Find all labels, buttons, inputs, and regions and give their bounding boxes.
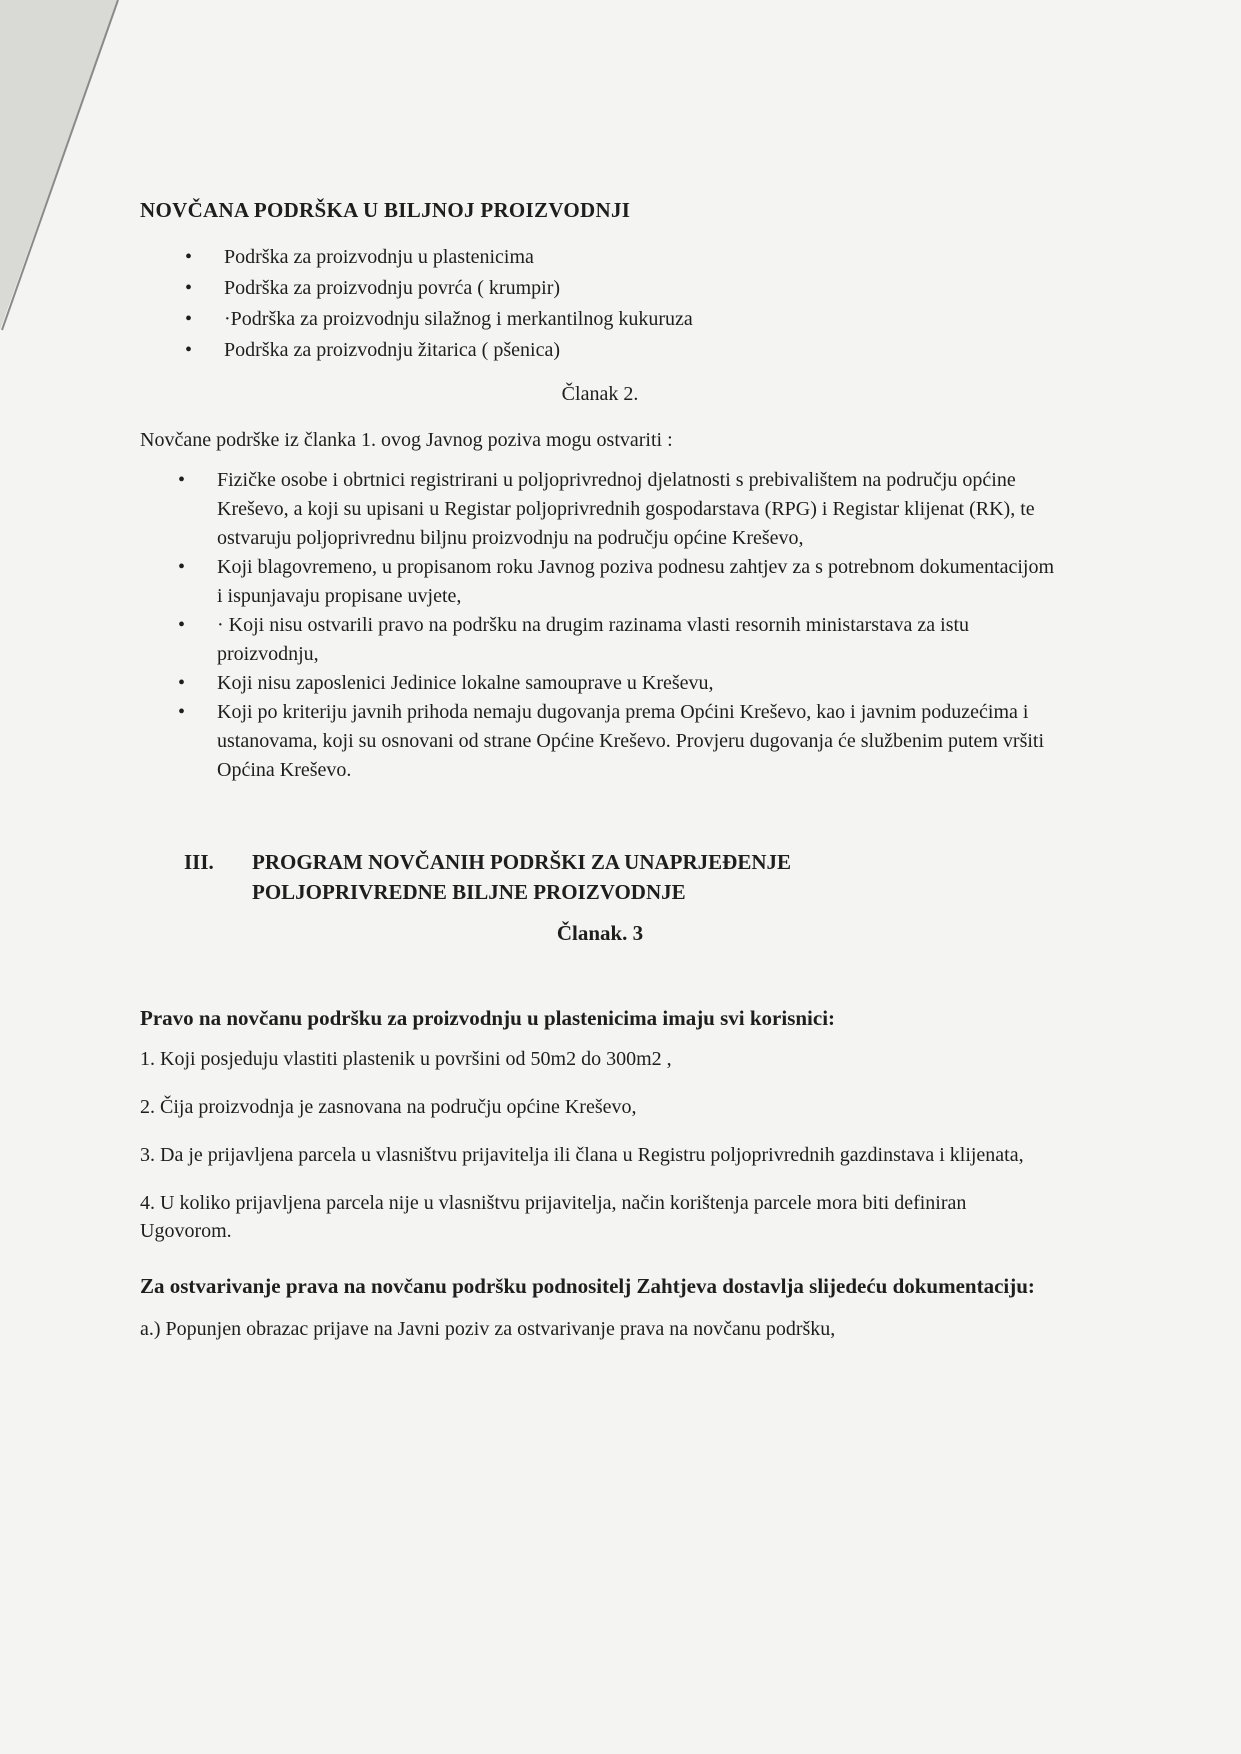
bullet-icon: • [178, 701, 186, 723]
documentation-heading: Za ostvarivanje prava na novčanu podršku podnositelj Zahtjeva dostavlja slijedeću dokumentaciju: [140, 1274, 1035, 1298]
document-body [140, 196, 1060, 1363]
folded-corner-shadow [0, 0, 130, 340]
numbered-item: 2. Čija proizvodnja je zasnovana na području općine Kreševo, [140, 1096, 637, 1118]
bullet-icon: • [178, 672, 186, 694]
section-number: III. [184, 850, 214, 874]
list-item-text: Podrška za proizvodnju u plastenicima [224, 246, 534, 268]
list-item [140, 611, 1060, 669]
list-item-text: Podrška za proizvodnju žitarica ( pšenica) [224, 339, 560, 361]
bullet-icon: • [185, 308, 193, 330]
article-3-title: Članak. 3 [556, 921, 644, 945]
list-item [140, 466, 1060, 553]
article-2-intro: Novčane podrške iz članka 1. ovog Javnog poziva mogu ostvariti : [140, 429, 673, 451]
bullet-icon: • [185, 339, 193, 361]
list-item-text: Koji nisu zaposlenici Jedinice lokalne samouprave u Kreševu, [217, 672, 714, 694]
list-item [140, 273, 1060, 304]
section-title-line-1: PROGRAM NOVČANIH PODRŠKI ZA UNAPRJEĐENJE [252, 850, 792, 874]
numbered-item: 1. Koji posjeduju vlastiti plastenik u površini od 50m2 do 300m2 , [140, 1048, 672, 1070]
section-title-line-2: POLJOPRIVREDNE BILJNE PROIZVODNJE [252, 880, 686, 904]
bullet-icon: • [178, 614, 186, 636]
eligibility-list [140, 466, 1060, 785]
bullet-icon: • [185, 277, 193, 299]
numbered-item: 3. Da je prijavljena parcela u vlasništvu prijavitelja ili člana u Registru poljoprivrednih gazdinstava i klijenata, [140, 1144, 1024, 1166]
list-item [140, 242, 1060, 273]
list-item-text: Podrška za proizvodnju povrća ( krumpir) [224, 277, 561, 299]
section-heading: NOVČANA PODRŠKA U BILJNOJ PROIZVODNJI [140, 198, 631, 222]
list-item [140, 335, 1060, 366]
list-item [140, 553, 1060, 611]
list-item-text: Koji blagovremeno, u propisanom roku Javnog poziva podnesu zahtjev za s potrebnom dokumentacijom i ispunjavaju propisane uvjete, [217, 556, 1055, 607]
rights-heading: Pravo na novčanu podršku za proizvodnju u plastenicima imaju svi korisnici: [140, 1006, 836, 1030]
list-item [140, 669, 1060, 698]
list-item-text: · Koji nisu ostvarili pravo na podršku na drugim razinama vlasti resornih ministarstava za istu proizvodnju, [217, 614, 970, 665]
list-item [140, 304, 1060, 335]
support-list [140, 242, 1060, 366]
bullet-icon: • [185, 246, 193, 268]
section-title [252, 847, 791, 907]
bullet-icon: • [178, 469, 186, 491]
section-3-heading [140, 847, 1060, 907]
list-item-text: Fizičke osobe i obrtnici registrirani u poljoprivrednoj djelatnosti s prebivalištem na području općine Kreševo, a koji su upisani u Registar poljoprivrednih gospodarstava (RPG) i Registar klijenat (RK), te ostvaruju poljoprivrednu biljnu proizvodnju na području općine Kreševo, [217, 469, 1035, 549]
list-item-text: Koji po kriteriju javnih prihoda nemaju dugovanja prema Općini Kreševo, kao i javnim poduzećima i ustanovama, koji su osnovani od strane Općine Kreševo. Provjeru dugovanja će službenim putem vršiti Općina Kreševo. [217, 701, 1045, 781]
list-item [140, 698, 1060, 785]
bullet-icon: • [178, 556, 186, 578]
list-item-text: ·Podrška za proizvodnju silažnog i merkantilnog kukuruza [224, 308, 693, 330]
documentation-item: a.) Popunjen obrazac prijave na Javni poziv za ostvarivanje prava na novčanu podršku, [140, 1318, 836, 1340]
numbered-item: 4. U koliko prijavljena parcela nije u vlasništvu prijavitelja, način korištenja parcele mora biti definiran Ugovorom. [140, 1192, 967, 1242]
article-2-title: Članak 2. [561, 383, 639, 405]
